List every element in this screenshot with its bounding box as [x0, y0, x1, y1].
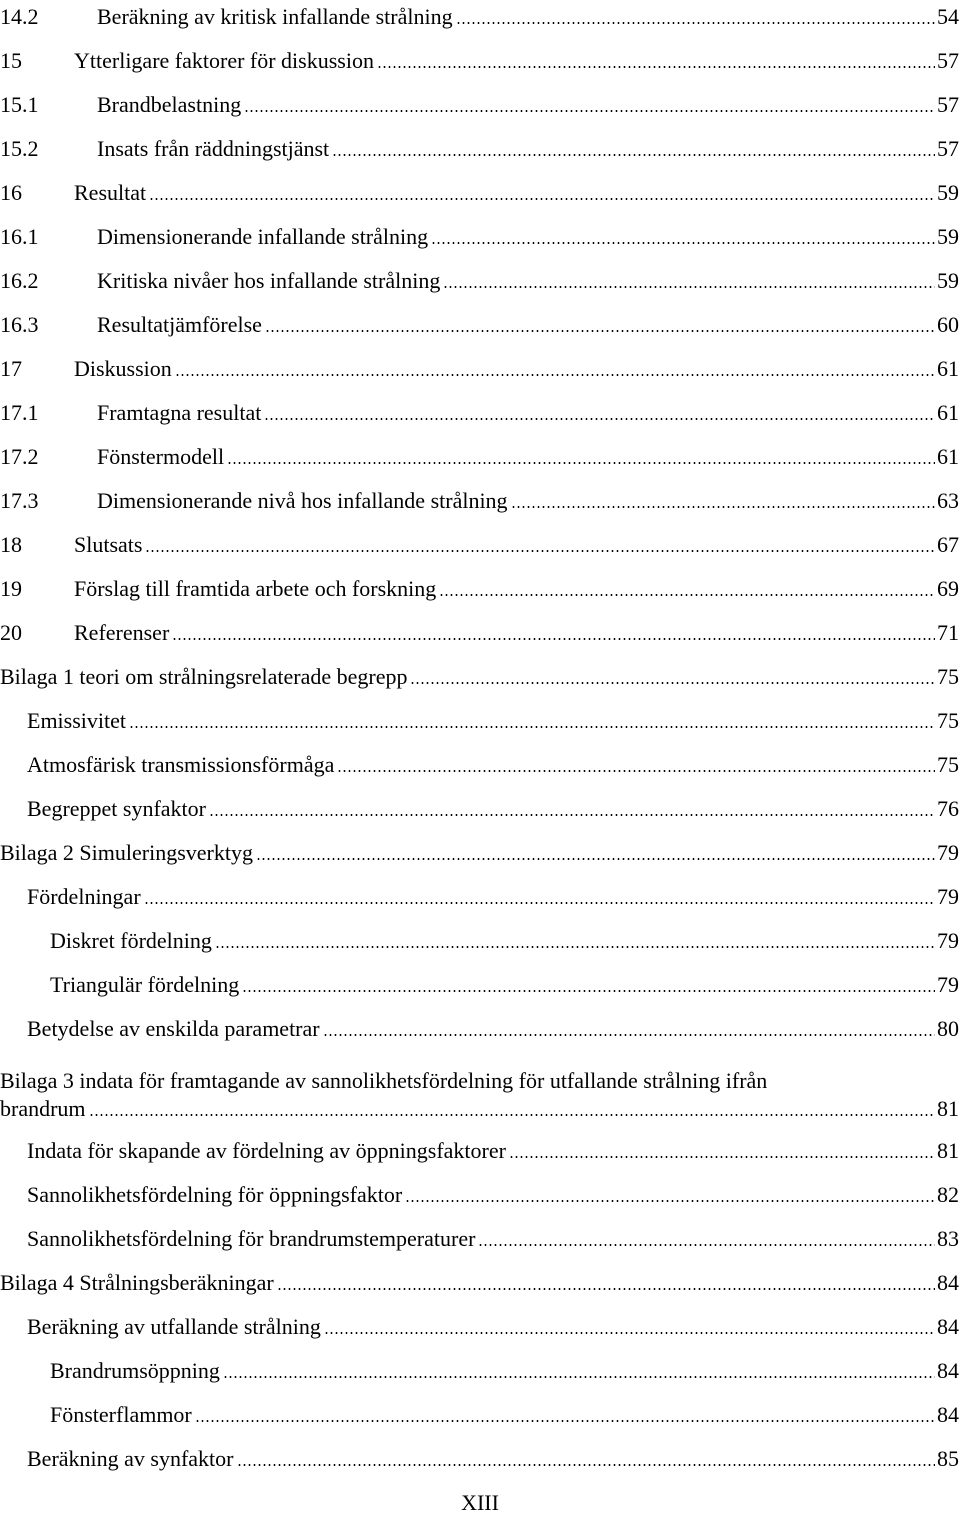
toc-entry-page: 84	[937, 1358, 959, 1383]
toc-entry-title: Diskret fördelning	[50, 928, 212, 953]
toc-dot-leader	[215, 946, 935, 948]
toc-entry[interactable]	[0, 0, 959, 30]
toc-entry-title: Diskussion	[74, 356, 172, 381]
toc-entry[interactable]	[0, 220, 959, 250]
toc-entry-page: 75	[937, 708, 959, 733]
toc-entry-title: Ytterligare faktorer för diskussion	[74, 48, 374, 73]
toc-entry-title: Bilaga 4 Strålningsberäkningar	[0, 1270, 274, 1295]
toc-dot-leader	[195, 1420, 935, 1422]
toc-dot-leader	[256, 858, 935, 860]
toc-dot-leader	[237, 1464, 936, 1466]
toc-dot-leader	[175, 374, 935, 376]
toc-dot-leader	[323, 1034, 935, 1036]
toc-entry-page: 83	[937, 1226, 959, 1251]
toc-entry-title: Sannolikhetsfördelning för öppningsfaktor	[27, 1182, 403, 1207]
toc-entry-page: 69	[937, 576, 959, 601]
toc-entry-page: 81	[937, 1138, 959, 1163]
toc-entry-title: Beräkning av synfaktor	[27, 1446, 234, 1471]
toc-entry-title-line2-row	[0, 1096, 959, 1122]
toc-entry-number: 15	[0, 48, 22, 73]
toc-entry-title: Emissivitet	[27, 708, 126, 733]
toc-entry-appendix[interactable]	[0, 1056, 959, 1122]
toc-dot-leader	[89, 1114, 935, 1116]
toc-entry-page: 75	[937, 752, 959, 777]
toc-dot-leader	[129, 726, 935, 728]
toc-entry-page: 60	[937, 312, 959, 337]
toc-entry[interactable]	[0, 880, 959, 910]
toc-dot-leader	[172, 638, 935, 640]
toc-dot-leader	[431, 242, 935, 244]
toc-entry-number: 14.2	[0, 4, 39, 29]
toc-entry[interactable]	[0, 924, 959, 954]
toc-entry-page: 80	[937, 1016, 959, 1041]
toc-entry-title: Beräkning av kritisk infallande strålning	[97, 4, 453, 29]
toc-entry-title: Indata för skapande av fördelning av öppningsfaktorer	[27, 1138, 506, 1163]
toc-entry-title: Triangulär fördelning	[50, 972, 240, 997]
toc-entry-title-line1: Bilaga 3 indata för framtagande av sannolikhetsfördelning för utfallande strålning ifrån	[0, 1068, 768, 1093]
toc-entry-page: 84	[937, 1270, 959, 1295]
toc-dot-leader	[410, 682, 935, 684]
toc-entry[interactable]	[0, 264, 959, 294]
toc-entry-number: 16.3	[0, 312, 39, 337]
toc-entry[interactable]	[0, 1442, 959, 1472]
toc-dot-leader	[264, 418, 935, 420]
toc-entry-title: Bilaga 2 Simuleringsverktyg	[0, 840, 253, 865]
toc-entry-page: 79	[937, 928, 959, 953]
toc-entry-title: Brandrumsöppning	[50, 1358, 220, 1383]
toc-entry[interactable]	[0, 1012, 959, 1042]
toc-entry[interactable]	[0, 572, 959, 602]
toc-entry-title: Framtagna resultat	[97, 400, 262, 425]
toc-entry[interactable]	[0, 88, 959, 118]
toc-dot-leader	[509, 1156, 935, 1158]
toc-entry[interactable]	[0, 44, 959, 74]
toc-entry-page: 57	[937, 136, 959, 161]
page-number: XIII	[461, 1490, 499, 1515]
toc-entry-page: 61	[937, 356, 959, 381]
toc-dot-leader	[144, 902, 935, 904]
toc-entry-page: 81	[937, 1096, 959, 1121]
toc-entry-page: 76	[937, 796, 959, 821]
toc-entry-number: 20	[0, 620, 22, 645]
toc-entry-title: Referenser	[74, 620, 170, 645]
toc-entry-title: Slutsats	[74, 532, 143, 557]
toc-entry-title: Insats från räddningstjänst	[97, 136, 330, 161]
toc-entry-number: 15.2	[0, 136, 39, 161]
toc-dot-leader	[511, 506, 935, 508]
toc-entry[interactable]	[0, 440, 959, 470]
toc-entry-page: 82	[937, 1182, 959, 1207]
toc-entry-number: 17	[0, 356, 22, 381]
toc-entry-page: 84	[937, 1402, 959, 1427]
toc-entry-title: Fönstermodell	[97, 444, 225, 469]
toc-entry-page: 79	[937, 884, 959, 909]
toc-entry-page: 61	[937, 400, 959, 425]
toc-dot-leader	[478, 1244, 935, 1246]
toc-entry[interactable]	[0, 396, 959, 426]
toc-dot-leader	[324, 1332, 935, 1334]
toc-dot-leader	[145, 550, 935, 552]
toc-entry-page: 59	[937, 224, 959, 249]
toc-entry-appendix[interactable]	[0, 836, 959, 866]
toc-entry-title: Begreppet synfaktor	[27, 796, 206, 821]
toc-dot-leader	[443, 286, 935, 288]
toc-entry[interactable]	[0, 1178, 959, 1208]
toc-entry[interactable]	[0, 968, 959, 998]
toc-entry-page: 57	[937, 48, 959, 73]
toc-entry[interactable]	[0, 1354, 959, 1384]
toc-entry[interactable]	[0, 616, 959, 646]
toc-dot-leader	[149, 198, 935, 200]
toc-entry-page: 59	[937, 268, 959, 293]
toc-entry-number: 17.2	[0, 444, 39, 469]
toc-entry[interactable]	[0, 132, 959, 162]
toc-dot-leader	[405, 1200, 935, 1202]
toc-entry-page: 75	[937, 664, 959, 689]
toc-entry-page: 57	[937, 92, 959, 117]
toc-dot-leader	[244, 110, 935, 112]
toc-entry-title: Kritiska nivåer hos infallande strålning	[97, 268, 441, 293]
toc-entry-title: Brandbelastning	[97, 92, 242, 117]
toc-entry-page: 61	[937, 444, 959, 469]
toc-entry-title: Bilaga 1 teori om strålningsrelaterade begrepp	[0, 664, 408, 689]
toc-entry[interactable]	[0, 748, 959, 778]
toc-dot-leader	[209, 814, 935, 816]
toc-entry-number: 16.2	[0, 268, 39, 293]
toc-dot-leader	[227, 462, 935, 464]
toc-entry-appendix[interactable]	[0, 1266, 959, 1296]
toc-dot-leader	[439, 594, 935, 596]
toc-entry[interactable]	[0, 1310, 959, 1340]
toc-entry[interactable]	[0, 484, 959, 514]
toc-dot-leader	[332, 154, 935, 156]
toc-entry[interactable]	[0, 528, 959, 558]
toc-entry-number: 17.3	[0, 488, 39, 513]
toc-dot-leader	[265, 330, 935, 332]
toc-entry[interactable]	[0, 1222, 959, 1252]
toc-dot-leader	[242, 990, 935, 992]
toc-entry-number: 16	[0, 180, 22, 205]
toc-entry-title: Resultatjämförelse	[97, 312, 262, 337]
toc-entry-title: Resultat	[74, 180, 147, 205]
toc-entry[interactable]	[0, 308, 959, 338]
toc-dot-leader	[456, 22, 935, 24]
toc-dot-leader	[337, 770, 935, 772]
toc-entry-title: Dimensionerande nivå hos infallande strålning	[97, 488, 508, 513]
toc-entry-number: 15.1	[0, 92, 39, 117]
toc-entry-number: 17.1	[0, 400, 39, 425]
toc-entry-number: 19	[0, 576, 22, 601]
toc-entry[interactable]	[0, 792, 959, 822]
toc-entry-title: Atmosfärisk transmissionsförmåga	[27, 752, 335, 777]
toc-entry-page: 85	[937, 1446, 959, 1471]
toc-entry[interactable]	[0, 704, 959, 734]
toc-entry-page: 59	[937, 180, 959, 205]
toc-entry-page: 67	[937, 532, 959, 557]
toc-dot-leader	[223, 1376, 935, 1378]
toc-entry-page: 54	[937, 4, 959, 29]
toc-entry-title: Fördelningar	[27, 884, 141, 909]
toc-entry-title: Beräkning av utfallande strålning	[27, 1314, 321, 1339]
toc-entry[interactable]	[0, 352, 959, 382]
toc-entry[interactable]	[0, 176, 959, 206]
toc-entry-page: 63	[937, 488, 959, 513]
toc-entry-title: Förslag till framtida arbete och forskning	[74, 576, 437, 601]
toc-entry[interactable]	[0, 1134, 959, 1164]
toc-entry-page: 79	[937, 840, 959, 865]
toc-entry-number: 16.1	[0, 224, 39, 249]
toc-entry-title-line2: brandrum	[0, 1096, 86, 1121]
toc-entry-page: 71	[937, 620, 959, 645]
toc-entry-title: Sannolikhetsfördelning för brandrumstemperaturer	[27, 1226, 476, 1251]
toc-entry-appendix[interactable]	[0, 660, 959, 690]
toc-entry-page: 84	[937, 1314, 959, 1339]
toc-entry-title: Dimensionerande infallande strålning	[97, 224, 429, 249]
toc-entry-number: 18	[0, 532, 22, 557]
toc-dot-leader	[377, 66, 935, 68]
toc-dot-leader	[277, 1288, 935, 1290]
toc-entry-title: Betydelse av enskilda parametrar	[27, 1016, 320, 1041]
toc-entry-page: 79	[937, 972, 959, 997]
toc-entry[interactable]	[0, 1398, 959, 1428]
toc-entry-title: Fönsterflammor	[50, 1402, 192, 1427]
